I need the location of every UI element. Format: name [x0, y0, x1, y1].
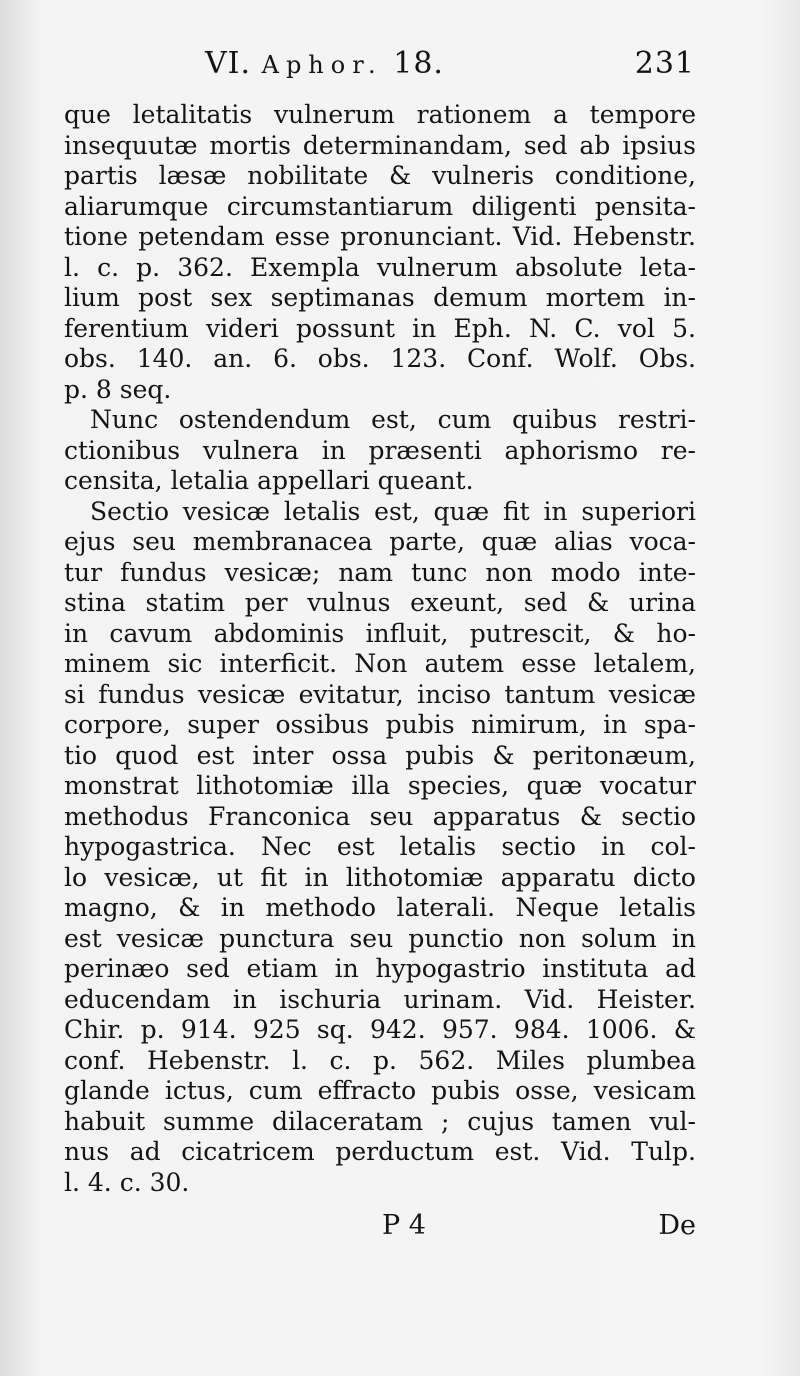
text-line: obs. 140. an. 6. obs. 123. Conf. Wolf. Obs.: [64, 344, 696, 373]
text-line: habuit summe dilaceratam ; cujus tamen vul-: [64, 1106, 696, 1136]
text-line: minem sic interficit. Non autem esse letalem,: [64, 649, 696, 678]
text-line: lium post sex septimanas demum mortem in-: [64, 283, 696, 312]
text-line: si fundus vesicæ evitatur, inciso tantum vesicæ: [64, 679, 696, 709]
aphorism-label: Aphor.: [261, 51, 383, 79]
text-line: monstrat lithotomiæ illa species, quæ vocatur: [64, 771, 696, 800]
page-footer: [64, 1210, 696, 1250]
text-line: insequutæ mortis determinandam, sed ab ipsius: [64, 130, 696, 160]
text-line: conf. Hebenstr. l. c. p. 562. Miles plumbea: [64, 1045, 696, 1075]
text-line: nus ad cicatricem perductum est. Vid. Tulp.: [64, 1137, 696, 1166]
text-line: l. c. p. 362. Exempla vulnerum absolute leta-: [64, 252, 696, 282]
text-line: tur fundus vesicæ; nam tunc non modo inte-: [64, 557, 696, 587]
running-title: [205, 46, 444, 81]
text-line: tio quod est inter ossa pubis & peritonæum,: [64, 740, 696, 770]
page-number: 231: [634, 46, 695, 81]
text-line: hypogastrica. Nec est letalis sectio in col-: [64, 832, 696, 861]
text-line: l. 4. c. 30.: [64, 1167, 190, 1197]
body-text: [64, 100, 696, 1198]
text-line: censita, letalia appellari queant.: [64, 466, 474, 495]
signature-mark: P 4: [382, 1210, 426, 1241]
catchword: De: [658, 1210, 696, 1241]
text-line: que letalitatis vulnerum rationem a tempore: [64, 100, 696, 129]
text-line: in cavum abdominis influit, putrescit, & ho-: [64, 618, 696, 648]
text-line: aliarumque circumstantiarum diligenti pensita-: [64, 191, 696, 221]
text-line: stina statim per vulnus exeunt, sed & urina: [64, 588, 696, 617]
chapter-number: VI.: [205, 46, 252, 81]
text-line: tione petendam esse pronunciant. Vid. Hebenstr.: [64, 222, 696, 251]
text-line: corpore, super ossibus pubis nimirum, in spa-: [64, 710, 696, 739]
text-line: Chir. p. 914. 925 sq. 942. 957. 984. 1006. &: [64, 1015, 696, 1044]
text-line: methodus Franconica seu apparatus & sectio: [64, 801, 696, 831]
text-line: ejus seu membranacea parte, quæ alias voca-: [64, 527, 696, 556]
text-line: lo vesicæ, ut fit in lithotomiæ apparatu dicto: [64, 862, 696, 892]
text-line: perinæo sed etiam in hypogastrio instituta ad: [64, 954, 696, 983]
text-line: educendam in ischuria urinam. Vid. Heister.: [64, 984, 696, 1014]
text-line: Sectio vesicæ letalis est, quæ fit in superiori: [90, 496, 696, 526]
text-line: ferentium videri possunt in Eph. N. C. vol 5.: [64, 313, 696, 343]
text-line: ctionibus vulnera in præsenti aphorismo re-: [64, 435, 696, 465]
text-line: glande ictus, cum effracto pubis osse, vesicam: [64, 1076, 696, 1105]
aphorism-number: 18.: [393, 46, 444, 81]
text-line: partis læsæ nobilitate & vulneris conditione,: [64, 161, 696, 190]
text-line: Nunc ostendendum est, cum quibus restri-: [90, 405, 696, 434]
text-line: magno, & in methodo laterali. Neque letalis: [64, 893, 696, 922]
text-line: est vesicæ punctura seu punctio non solum in: [64, 923, 696, 953]
running-header: [205, 46, 695, 86]
text-line: p. 8 seq.: [64, 374, 172, 404]
